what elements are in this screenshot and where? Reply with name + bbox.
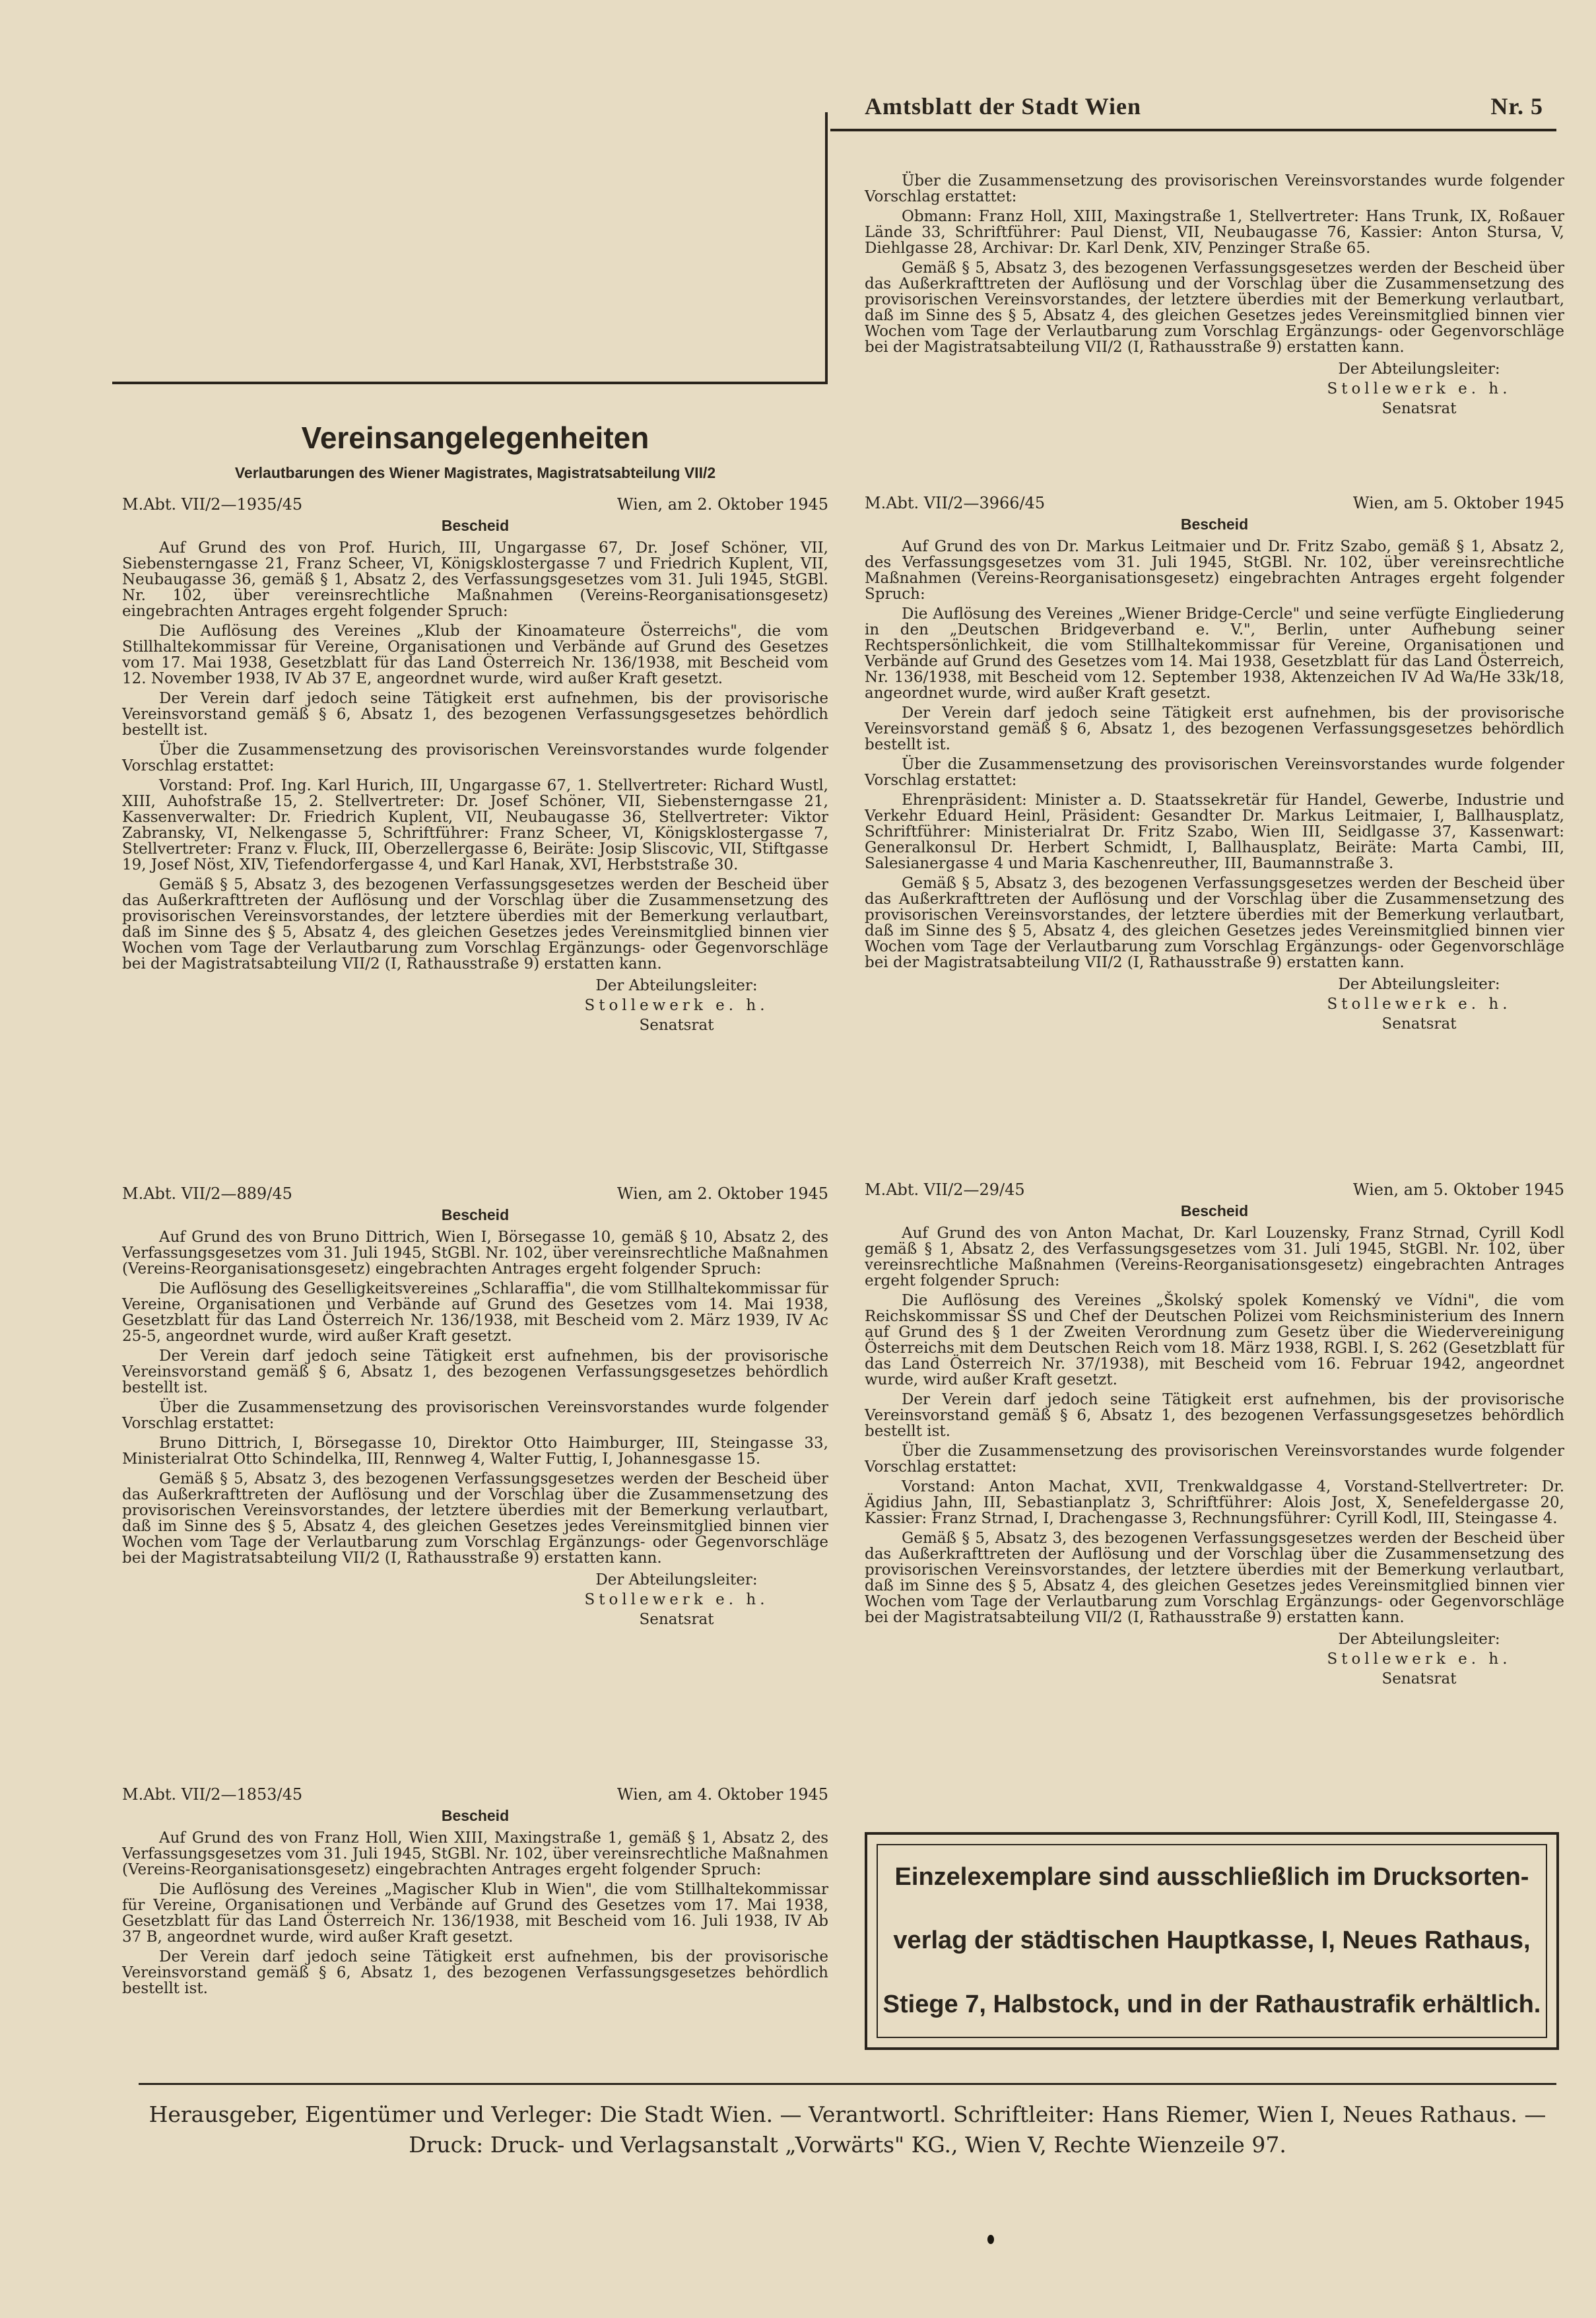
signature-name: Stollewerk e. h.	[584, 1591, 769, 1608]
paragraph: Über die Zusammensetzung des provisorischen Vereinsvorstandes wurde folgender Vorschlag erstattet:	[122, 741, 828, 774]
paragraph: Über die Zusammensetzung des provisorischen Vereinsvorstandes wurde folgender Vorschlag erstattet:	[865, 172, 1564, 205]
imprint-line-1: Herausgeber, Eigentümer und Verleger: Die Stadt Wien. — Verantwortl. Schriftleiter: Hans Riemer, Wien I, Neues Rathaus. —	[149, 2101, 1546, 2127]
right-top-continuation	[865, 173, 1564, 419]
distribution-notice-box	[865, 1832, 1559, 2050]
signature-name: Stollewerk e. h.	[584, 997, 769, 1014]
paragraph: Die Auflösung des Vereines „Wiener Bridge-Cercle" und seine verfügte Eingliederung in den „Deutschen Bridgeverband e. V.", Berlin, unter Aufhebung seiner Rechtspersönlichkeit, die vom Stillhaltekommissar für Vereine, Organisationen und Verbände auf Grund des Gesetzes vom 14. Mai 1938, Gesetzblatt für das Land Österreich, Nr. 136/1938, mit Bescheid vom 12. September 1938, Aktenzeichen IV Ad Wa/He 33k/18, angeordnet wurde, wird außer Kraft gesetzt.	[865, 605, 1564, 702]
notice-1853	[122, 1787, 828, 2000]
notice-line: Stiege 7, Halbstock, und in der Rathaustrafik erhältlich.	[882, 1991, 1541, 2019]
section-subtitle: Verlautbarungen des Wiener Magistrates, Magistratsabteilung VII/2	[234, 464, 716, 481]
notice-line: verlag der städtischen Hauptkasse, I, Neues Rathaus,	[893, 1926, 1531, 1955]
notice-ref-line	[122, 1186, 828, 1202]
signature-role: Der Abteilungsleiter:	[1338, 360, 1500, 378]
paragraph: Gemäß § 5, Absatz 3, des bezogenen Verfassungsgesetzes werden der Bescheid über das Außerkrafttreten der Auflösung und der Vorschlag über die Zusammensetzung des provisorischen Vereinsvorstandes, der letztere überdies mit der Bemerkung verlautbart, daß im Sinne des § 5, Absatz 4, des gleichen Gesetzes jedes Vereinsmitglied binnen vier Wochen vom Tage der Verlautbarung zum Vorschlag Ergänzungs- oder Gegenvorschläge bei der Magistratsabteilung VII/2 (I, Rathausstraße 9) erstatten kann.	[122, 1470, 828, 1567]
footer-rule	[139, 2083, 1556, 2085]
signature-block	[1287, 1629, 1551, 1689]
notice-ref-line	[122, 1787, 828, 1802]
notice-ref-line	[865, 495, 1564, 511]
ink-speck	[987, 2235, 994, 2244]
paragraph: Der Verein darf jedoch seine Tätigkeit erst aufnehmen, bis der provisorische Vereinsvorstand gemäß § 6, Absatz 1, des bezogenen Verfassungsgesetzes behördlich bestellt ist.	[122, 1948, 828, 1997]
notice-date: Wien, am 2. Oktober 1945	[616, 495, 828, 514]
signature-block	[1287, 974, 1551, 1034]
notice-date: Wien, am 4. Oktober 1945	[616, 1785, 828, 1804]
masthead-issue: Nr. 5	[1490, 93, 1543, 119]
paragraph: Gemäß § 5, Absatz 3, des bezogenen Verfassungsgesetzes werden der Bescheid über das Außerkrafttreten der Auflösung und der Vorschlag über die Zusammensetzung des provisorischen Vereinsvorstandes, der letztere überdies mit der Bemerkung verlautbart, daß im Sinne des § 5, Absatz 4, des gleichen Gesetzes jedes Vereinsmitglied binnen vier Wochen vom Tage der Verlautbarung zum Vorschlag Ergänzungs- oder Gegenvorschläge bei der Magistratsabteilung VII/2 (I, Rathausstraße 9) erstatten kann.	[865, 259, 1564, 356]
notice-date: Wien, am 5. Oktober 1945	[1352, 1180, 1564, 1199]
signature-title: Senatsrat	[639, 1611, 714, 1628]
paragraph: Auf Grund des von Bruno Dittrich, Wien I, Börsegasse 10, gemäß § 10, Absatz 2, des Verfassungsgesetzes vom 31. Juli 1945, StGBl. Nr. 102, über vereinsrechtliche Maßnahmen (Vereins-Reorganisationsgesetz) eingebrachten Antrages ergeht folgender Spruch:	[122, 1229, 828, 1278]
signature-name: Stollewerk e. h.	[1327, 380, 1512, 397]
paragraph: Auf Grund des von Franz Holl, Wien XIII, Maxingstraße 1, gemäß § 1, Absatz 2, des Verfassungsgesetzes vom 31. Juli 1945, StGBl. Nr. 102, über vereinsrechtliche Maßnahmen (Vereins-Reorganisationsgesetz) eingebrachten Antrages ergeht folgender Spruch:	[122, 1829, 828, 1878]
signature-role: Der Abteilungsleiter:	[595, 977, 758, 994]
paragraph: Obmann: Franz Holl, XIII, Maxingstraße 1, Stellvertreter: Hans Trunk, IX, Roßauer Lände 33, Schriftführer: Paul Dienst, VII, Neubaugasse 76, Kassier: Anton Stursa, V, Diehlgasse 28, Archivar: Dr. Karl Denk, XIV, Penzinger Straße 65.	[865, 208, 1564, 257]
signature-block	[545, 976, 809, 1035]
paragraph: Auf Grund des von Dr. Markus Leitmaier und Dr. Fritz Szabo, gemäß § 1, Absatz 2, des Verfassungsgesetzes vom 31. Juli 1945, StGBl. Nr. 102, über vereinsrechtliche Maßnahmen (Vereins-Reorganisationsgesetz) eingebrachten Antrages ergeht folgender Spruch:	[865, 538, 1564, 603]
imprint-line-2: Druck: Druck- und Verlagsanstalt „Vorwärts" KG., Wien V, Rechte Wienzeile 97.	[409, 2132, 1286, 2158]
notice-ref-line	[865, 1182, 1564, 1198]
paragraph: Über die Zusammensetzung des provisorischen Vereinsvorstandes wurde folgender Vorschlag erstattet:	[122, 1399, 828, 1432]
paragraph: Vorstand: Prof. Ing. Karl Hurich, III, Ungargasse 67, 1. Stellvertreter: Richard Wustl, XIII, Auhofstraße 15, 2. Stellvertreter: Dr. Josef Schöner, VII, Siebensterngasse 21, Kassenverwalter: Dr. Friedrich Kuplent, VII, Neubaugasse 36, Stellvertreter: Viktor Zabransky, VI, Nelkengasse 5, Schriftführer: Franz Scheer, VI, Königsklostergasse 7, Stellvertreter: Franz v. Fluck, III, Oberzellergasse 6, Beiräte: Josip Sliscovic, VII, Stiftgasse 19, Josef Nöst, XIV, Tiefendorfergasse 4, und Karl Hanak, XVI, Herbststraße 30.	[122, 777, 828, 873]
notice-heading: Bescheid	[441, 517, 510, 534]
paragraph: Der Verein darf jedoch seine Tätigkeit erst aufnehmen, bis der provisorische Vereinsvorstand gemäß § 6, Absatz 1, des bezogenen Verfassungsgesetzes behördlich bestellt ist.	[122, 1347, 828, 1396]
masthead-title: Amtsblatt der Stadt Wien	[865, 93, 1142, 119]
signature-role: Der Abteilungsleiter:	[1338, 1631, 1500, 1648]
signature-title: Senatsrat	[1381, 1670, 1457, 1687]
paragraph: Vorstand: Anton Machat, XVII, Trenkwaldgasse 4, Vorstand-Stellvertreter: Dr. Ägidius Jahn, III, Sebastianplatz 3, Schriftführer: Alois Jost, X, Senefeldergasse 20, Kassier: Franz Strnad, I, Drachengasse 3, Rechnungsführer: Cyrill Kodl, III, Steingasse 4.	[865, 1478, 1564, 1527]
header-rule	[830, 129, 1556, 131]
notice-1935	[122, 496, 828, 1035]
signature-name: Stollewerk e. h.	[1327, 1651, 1512, 1668]
notice-heading: Bescheid	[441, 1807, 510, 1824]
paragraph: Der Verein darf jedoch seine Tätigkeit erst aufnehmen, bis der provisorische Vereinsvorstand gemäß § 6, Absatz 1, des bezogenen Verfassungsgesetzes behördlich bestellt ist.	[865, 1391, 1564, 1440]
notice-heading: Bescheid	[1180, 1202, 1249, 1219]
imprint-footer	[139, 2099, 1556, 2160]
notice-889	[122, 1186, 828, 1629]
notice-date: Wien, am 5. Oktober 1945	[1352, 494, 1564, 512]
paragraph: Über die Zusammensetzung des provisorischen Vereinsvorstandes wurde folgender Vorschlag erstattet:	[865, 1443, 1564, 1476]
signature-title: Senatsrat	[639, 1017, 714, 1034]
signature-block	[545, 1570, 809, 1629]
section-title: Vereinsangelegenheiten	[301, 421, 649, 455]
paragraph: Der Verein darf jedoch seine Tätigkeit erst aufnehmen, bis der provisorische Vereinsvorstand gemäß § 6, Absatz 1, des bezogenen Verfassungsgesetzes behördlich bestellt ist.	[122, 690, 828, 739]
distribution-notice-inner	[877, 1844, 1547, 2038]
notice-ref: M.Abt. VII/2—29/45	[865, 1180, 1025, 1199]
paragraph: Bruno Dittrich, I, Börsegasse 10, Direktor Otto Haimburger, III, Steingasse 33, Ministerialrat Otto Schindelka, III, Rennweg 4, Walter Futtig, I, Johannesgasse 15.	[122, 1435, 828, 1468]
paragraph: Auf Grund des von Anton Machat, Dr. Karl Louzensky, Franz Strnad, Cyrill Kodl gemäß § 1, Absatz 2, des Verfassungsgesetzes vom 31. Juli 1945, StGBl. Nr. 102, über vereinsrechtliche Maßnahmen (Vereins-Reorganisationsgesetz) eingebrachten Antrages ergeht folgender Spruch:	[865, 1225, 1564, 1289]
signature-block	[1287, 359, 1551, 419]
notice-heading: Bescheid	[1180, 516, 1249, 533]
notice-3966	[865, 495, 1564, 1034]
signature-name: Stollewerk e. h.	[1327, 996, 1512, 1013]
notice-heading: Bescheid	[441, 1206, 510, 1223]
paragraph: Die Auflösung des Vereines „Magischer Klub in Wien", die vom Stillhaltekommissar für Vereine, Organisationen und Verbände auf Grund des Gesetzes vom 17. Mai 1938, Gesetzblatt für das Land Österreich Nr. 136/1938, mit Bescheid vom 16. Juli 1938, IV Ab 37 B, angeordnet wurde, wird außer Kraft gesetzt.	[122, 1881, 828, 1946]
notice-line: Einzelexemplare sind ausschließlich im Drucksorten-	[894, 1862, 1529, 1891]
notice-ref: M.Abt. VII/2—889/45	[122, 1184, 292, 1203]
paragraph: Gemäß § 5, Absatz 3, des bezogenen Verfassungsgesetzes werden der Bescheid über das Außerkrafttreten der Auflösung und der Vorschlag über die Zusammensetzung des provisorischen Vereinsvorstandes, der letztere überdies mit der Bemerkung verlautbart, daß im Sinne des § 5, Absatz 4, des gleichen Gesetzes jedes Vereinsmitglied binnen vier Wochen vom Tage der Verlautbarung zum Vorschlag Ergänzungs- oder Gegenvorschläge bei der Magistratsabteilung VII/2 (I, Rathausstraße 9) erstatten kann.	[865, 1530, 1564, 1626]
signature-title: Senatsrat	[1381, 1015, 1457, 1033]
blank-frame	[112, 112, 828, 384]
paragraph: Die Auflösung des Vereines „Školský spolek Komenský ve Vídni", die vom Reichskommissar SS und Chef der Deutschen Polizei vom Reichsministerium des Innern auf Grund des § 1 der Zweiten Verordnung zum Gesetz über die Wiedervereinigung Österreichs mit dem Deutschen Reich vom 18. März 1938, RGBl. I, S. 262 (Gesetzblatt für das Land Österreich Nr. 37/1938), mit Bescheid vom 16. Februar 1942, angeordnet wurde, wird außer Kraft gesetzt.	[865, 1292, 1564, 1388]
notice-ref-line	[122, 496, 828, 512]
paragraph: Über die Zusammensetzung des provisorischen Vereinsvorstandes wurde folgender Vorschlag erstattet:	[865, 756, 1564, 789]
signature-role: Der Abteilungsleiter:	[595, 1571, 758, 1588]
paragraph: Gemäß § 5, Absatz 3, des bezogenen Verfassungsgesetzes werden der Bescheid über das Außerkrafttreten der Auflösung und der Vorschlag über die Zusammensetzung des provisorischen Vereinsvorstandes, der letztere überdies mit der Bemerkung verlautbart, daß im Sinne des § 5, Absatz 4, des gleichen Gesetzes jedes Vereinsmitglied binnen vier Wochen vom Tage der Verlautbarung zum Vorschlag Ergänzungs- oder Gegenvorschläge bei der Magistratsabteilung VII/2 (I, Rathausstraße 9) erstatten kann.	[865, 875, 1564, 971]
signature-title: Senatsrat	[1381, 400, 1457, 417]
signature-role: Der Abteilungsleiter:	[1338, 976, 1500, 993]
paragraph: Auf Grund des von Prof. Hurich, III, Ungargasse 67, Dr. Josef Schöner, VII, Siebensterngasse 21, Franz Scheer, VI, Königsklostergasse 7 und Friedrich Kuplent, VII, Neubaugasse 36, gemäß § 1, Absatz 2, des Verfassungsgesetzes vom 31. Juli 1945, StGBl. Nr. 102, über vereinsrechtliche Maßnahmen (Vereins-Reorganisationsgesetz) eingebrachten Antrages ergeht folgender Spruch:	[122, 539, 828, 620]
notice-ref: M.Abt. VII/2—1935/45	[122, 495, 303, 514]
paragraph: Ehrenpräsident: Minister a. D. Staatssekretär für Handel, Gewerbe, Industrie und Verkehr Eduard Heinl, Präsident: Gesandter Dr. Markus Leitmaier, I, Ballhausplatz, Schriftführer: Ministerialrat Dr. Fritz Szabo, Wien III, Seidlgasse 37, Kassenwart: Generalkonsul Dr. Herbert Schmidt, I, Ballhausplatz, Beiräte: Marta Cambi, III, Salesianergasse 4 und Maria Kaschenreuther, III, Baumannstraße 3.	[865, 792, 1564, 872]
notice-29	[865, 1182, 1564, 1689]
notice-ref: M.Abt. VII/2—1853/45	[122, 1785, 303, 1804]
paragraph: Die Auflösung des Vereines „Klub der Kinoamateure Österreichs", die vom Stillhaltekommissar für Vereine, Organisationen und Verbände auf Grund des Gesetzes vom 17. Mai 1938, Gesetzblatt für das Land Österreich Nr. 136/1938, mit Bescheid vom 12. November 1938, IV Ab 37 E, angeordnet wurde, wird außer Kraft gesetzt.	[122, 623, 828, 687]
notice-ref: M.Abt. VII/2—3966/45	[865, 494, 1046, 512]
paragraph: Die Auflösung des Geselligkeitsvereines „Schlaraffia", die vom Stillhaltekommissar für Vereine, Organisationen und Verbände auf Grund des Gesetzes vom 14. Mai 1938, Gesetzblatt für das Land Österreich Nr. 136/1938, mit Bescheid vom 2. März 1939, IV Ac 25-5, angeordnet wurde, wird außer Kraft gesetzt.	[122, 1280, 828, 1345]
notice-date: Wien, am 2. Oktober 1945	[616, 1184, 828, 1203]
paragraph: Der Verein darf jedoch seine Tätigkeit erst aufnehmen, bis der provisorische Vereinsvorstand gemäß § 6, Absatz 1, des bezogenen Verfassungsgesetzes behördlich bestellt ist.	[865, 704, 1564, 753]
paragraph: Gemäß § 5, Absatz 3, des bezogenen Verfassungsgesetzes werden der Bescheid über das Außerkrafttreten der Auflösung und der Vorschlag über die Zusammensetzung des provisorischen Vereinsvorstandes, der letztere überdies mit der Bemerkung verlautbart, daß im Sinne des § 5, Absatz 4, des gleichen Gesetzes jedes Vereinsmitglied binnen vier Wochen vom Tage der Verlautbarung zum Vorschlag Ergänzungs- oder Gegenvorschläge bei der Magistratsabteilung VII/2 (I, Rathausstraße 9) erstatten kann.	[122, 876, 828, 972]
